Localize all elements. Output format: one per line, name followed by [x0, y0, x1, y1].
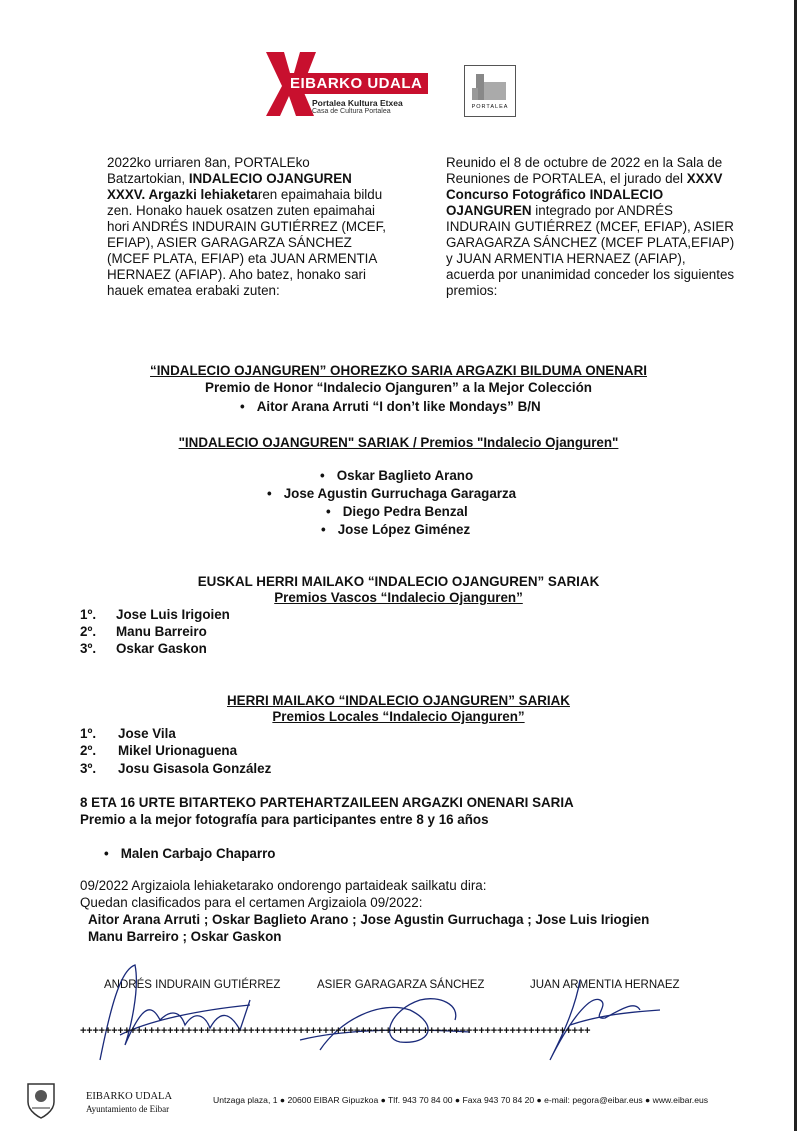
building-icon: [466, 68, 514, 104]
local-place-3: [80, 761, 271, 777]
youth-winner: • Malen Carbajo Chaparro: [104, 846, 275, 862]
divider-plus-line: ++++++++++++++++++++++++++++++++++++++++++++++++++++++++++++++++++++++++++++++++++: [80, 1025, 591, 1037]
honor-title-es: Premio de Honor “Indalecio Ojanguren” a la Mejor Colección: [205, 380, 592, 395]
classified-eu: 09/2022 Argizaiola lehiaketarako ondorengo partaideak sailkatu dira:: [80, 878, 487, 893]
place-name: Mikel Urionaguena: [118, 743, 238, 758]
rank: 1º.: [80, 607, 97, 622]
basque-place-2: [80, 624, 207, 640]
rank: 1º.: [80, 726, 97, 741]
logo-sub1: Portalea Kultura Etxea: [312, 98, 403, 108]
prize-winner: • Jose López Giménez: [321, 522, 470, 538]
footer-address: Untzaga plaza, 1 ● 20600 EIBAR Gipuzkoa ● Tlf. 943 70 84 00 ● Faxa 943 70 84 20 ● e-mail: pegora@eibar.eus ● www.eibar.eus: [213, 1095, 709, 1105]
logo-name: EIBARKO UDALA: [284, 73, 428, 94]
honor-winner: • Aitor Arana Arruti “I don’t like Mondays” B/N: [240, 399, 541, 415]
prize-winner: • Oskar Baglieto Arano: [320, 468, 473, 484]
logo-sub2: Casa de Cultura Portalea: [312, 108, 391, 115]
local-title-eu: HERRI MAILAKO “INDALECIO OJANGUREN” SARIAK: [227, 693, 570, 708]
prize-winner: • Diego Pedra Benzal: [326, 504, 468, 520]
youth-title-es: Premio a la mejor fotografía para participantes entre 8 y 16 años: [80, 812, 489, 827]
intro-basque: [107, 155, 389, 299]
place-name: Josu Gisasola González: [118, 761, 272, 776]
rank: 3º.: [80, 641, 97, 656]
rank: 2º.: [80, 743, 97, 758]
signature-name-2: ASIER GARAGARZA SÁNCHEZ: [317, 979, 485, 991]
local-place-1: [80, 726, 176, 742]
intro-eu-text-2: ren epaimahaia bildu zen. Honako hauek osatzen zuten epaimahai hori ANDRÉS INDURAIN GUTIÉRREZ (MCEF, EFIAP), ASIER GARAGARZA SÁNCHEZ (MCEF PLATA, EFIAP) eta JUAN ARMENTIA HERNAEZ (AFIAP). Aho batez, honako sari hauek ematea erabaki zuten:: [107, 187, 386, 298]
portalea-building-logo: [464, 65, 516, 117]
place-name: Oskar Gaskon: [116, 641, 207, 656]
basque-title-eu: EUSKAL HERRI MAILAKO “INDALECIO OJANGUREN” SARIAK: [197, 574, 600, 589]
classified-es: Quedan clasificados para el certamen Argizaiola 09/2022:: [80, 895, 423, 910]
footer-org-1: EIBARKO UDALA: [86, 1091, 173, 1102]
eibar-logo: [262, 50, 442, 120]
intro-es-bold: XXXV Concurso Fotográfico INDALECIO OJANGUREN: [446, 171, 723, 218]
intro-eu-bold: INDALECIO OJANGUREN XXXV. Argazki lehiaketa: [107, 171, 352, 202]
place-name: Manu Barreiro: [116, 624, 207, 639]
classified-names-2: Manu Barreiro ; Oskar Gaskon: [88, 929, 282, 944]
place-name: Jose Luis Irigoien: [116, 607, 230, 622]
building-label: PORTALEA: [471, 104, 509, 110]
intro-spanish: [446, 155, 736, 299]
local-title-es: Premios Locales “Indalecio Ojanguren”: [272, 709, 525, 724]
basque-title-es: Premios Vascos “Indalecio Ojanguren”: [274, 590, 523, 605]
intro-es-text-2: integrado por ANDRÉS INDURAIN GUTIÉRREZ (MCEF, EFIAP), ASIER GARAGARZA SÁNCHEZ (MCEF PLATA,EFIAP) y JUAN ARMENTIA HERNAEZ (AFIAP), acuerda por unanimidad conceder los siguientes premios:: [446, 203, 735, 298]
rank: 2º.: [80, 624, 97, 639]
intro-es-text-1: Reunido el 8 de octubre de 2022 en la Sala de Reuniones de PORTALEA, el jurado del: [446, 155, 723, 186]
basque-place-3: [80, 641, 207, 657]
classified-names-1: Aitor Arana Arruti ; Oskar Baglieto Arano ; Jose Agustin Gurruchaga ; Jose Luis Iriogien: [88, 912, 650, 927]
basque-place-1: [80, 607, 230, 623]
rank: 3º.: [80, 761, 97, 776]
prize-winner: • Jose Agustin Gurruchaga Garagarza: [267, 486, 516, 502]
place-name: Jose Vila: [118, 726, 176, 741]
handwritten-signatures: [80, 950, 760, 1070]
signature-name-3: JUAN ARMENTIA HERNAEZ: [530, 979, 680, 991]
local-place-2: [80, 743, 237, 759]
footer-org-2: Ayuntamiento de Eibar: [86, 1104, 170, 1114]
youth-title-eu: 8 ETA 16 URTE BITARTEKO PARTEHARTZAILEEN ARGAZKI ONENARI SARIA: [80, 795, 574, 810]
honor-title-eu: “INDALECIO OJANGUREN” OHOREZKO SARIA ARGAZKI BILDUMA ONENARI: [150, 363, 647, 378]
intro-eu-text-1: 2022ko urriaren 8an, PORTALEko Batzartokian,: [107, 155, 310, 186]
prizes-title: "INDALECIO OJANGUREN" SARIAK / Premios "Indalecio Ojanguren": [178, 435, 619, 450]
signature-name-1: ANDRÉS INDURAIN GUTIÉRREZ: [104, 979, 281, 991]
coat-of-arms-icon: [24, 1080, 58, 1120]
